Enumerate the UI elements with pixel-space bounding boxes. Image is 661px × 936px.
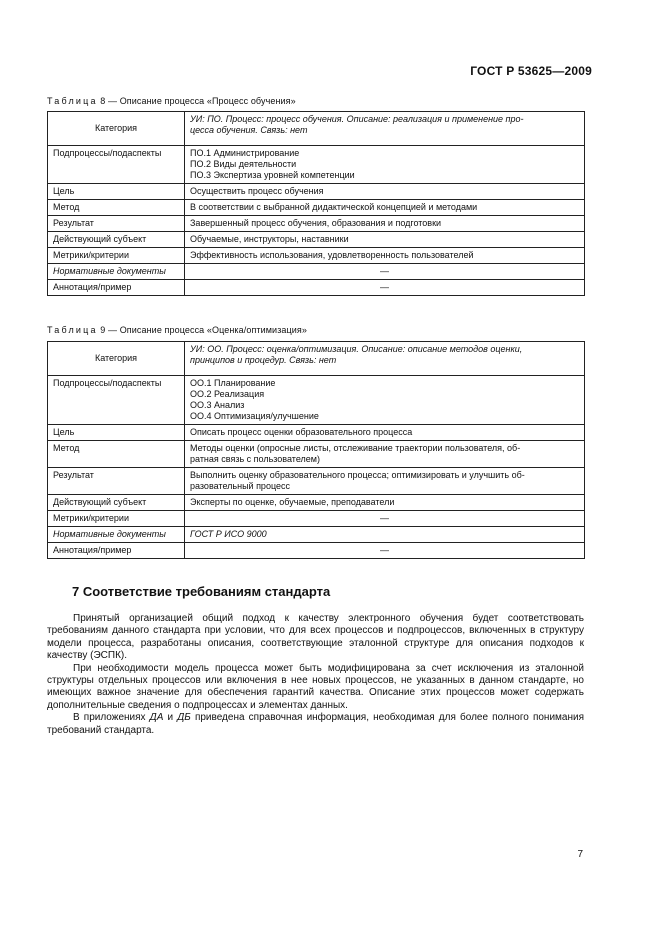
table-row [48, 264, 585, 280]
table-cell-label: Результат [48, 216, 185, 232]
section-title: 7 Соответствие требованиям стандарта [72, 584, 331, 599]
table-cell-label: Цель [48, 425, 185, 441]
paragraph-text: В приложениях [73, 712, 150, 724]
table-cell-value [185, 112, 585, 146]
cell-line: ПО.1 Администрирование [190, 148, 300, 158]
table-cell-label: Действующий субъект [48, 495, 185, 511]
table-cell-label: Нормативные документы [48, 527, 185, 543]
table-row [48, 112, 585, 146]
table-cell-value: — [185, 511, 585, 527]
document-code: ГОСТ Р 53625—2009 [470, 64, 592, 78]
cell-line: Выполнить оценку образовательного процесса; оптимизировать и улучшить об- [190, 470, 525, 480]
table-cell-label: Нормативные документы [48, 264, 185, 280]
table9-caption [47, 325, 307, 335]
paragraph: При необходимости модель процесса может быть модифицирована за счет исключения из эталонной структуры отдельных процессов или включения в нее новых процессов, не указанных в данном стандарте, но имеющих важное значение для обеспечения гарантий качества. Описание этих процессов может содержать дополнительные сведения о подпроцессах и элементах данных. [47, 662, 584, 711]
table-cell-value [185, 146, 585, 184]
cell-line: принципов и процедур. Связь: нет [190, 355, 337, 365]
table9-caption-word: Таблица [47, 325, 98, 335]
table-cell-value: — [185, 280, 585, 296]
table-cell-label: Цель [48, 184, 185, 200]
cell-line: Методы оценки (опросные листы, отслеживание траектории пользователя, об- [190, 443, 521, 453]
paragraph [47, 712, 584, 737]
cell-line: ОО.4 Оптимизация/улучшение [190, 411, 319, 421]
table-cell-value: Обучаемые, инструкторы, наставники [185, 232, 585, 248]
table-cell-label: Аннотация/пример [48, 543, 185, 559]
table-row [48, 425, 585, 441]
table-cell-value [185, 441, 585, 468]
appendix-ref: ДА [149, 712, 164, 724]
table-cell-label: Подпроцессы/подаспекты [48, 376, 185, 425]
table-cell-value [185, 342, 585, 376]
table-cell-label: Категория [48, 112, 185, 146]
table-cell-value: Эксперты по оценке, обучаемые, преподаватели [185, 495, 585, 511]
table-cell-value: Осуществить процесс обучения [185, 184, 585, 200]
table-row [48, 200, 585, 216]
table-row [48, 495, 585, 511]
table-cell-value [185, 376, 585, 425]
table-cell-label: Метод [48, 200, 185, 216]
cell-line: УИ: ОО. Процесс: оценка/оптимизация. Описание: описание методов оценки, [190, 344, 523, 354]
table-row [48, 543, 585, 559]
table-cell-label: Результат [48, 468, 185, 495]
table-row [48, 468, 585, 495]
table-row [48, 232, 585, 248]
paragraph: Принятый организацией общий подход к качеству электронного обучения будет соответствовать требованиям данного стандарта при условии, что для всех процессов и подпроцессов, включенных в структуру модели процесса, разработаны описания, соответствующие эталонной структуре для описания подходов к качеству (ЭСПК). [47, 613, 584, 662]
table8 [47, 111, 585, 296]
table-cell-value: — [185, 543, 585, 559]
table-cell-label: Подпроцессы/подаспекты [48, 146, 185, 184]
table-cell-value: Завершенный процесс обучения, образования и подготовки [185, 216, 585, 232]
table-row [48, 342, 585, 376]
table-row [48, 216, 585, 232]
table-cell-value: Описать процесс оценки образовательного процесса [185, 425, 585, 441]
table-cell-value: В соответствии с выбранной дидактической концепцией и методами [185, 200, 585, 216]
cell-line: ратная связь с пользователем) [190, 454, 320, 464]
section-body [47, 613, 584, 737]
table-cell-label: Метод [48, 441, 185, 468]
table8-caption-text: 8 — Описание процесса «Процесс обучения» [97, 96, 296, 106]
table-row [48, 441, 585, 468]
paragraph-text: и [163, 712, 178, 724]
page-number: 7 [577, 849, 583, 860]
table-row [48, 511, 585, 527]
table-cell-label: Метрики/критерии [48, 511, 185, 527]
cell-line: ПО.3 Экспертиза уровней компетенции [190, 170, 355, 180]
table-cell-label: Категория [48, 342, 185, 376]
table8-caption-word: Таблица [47, 96, 98, 106]
cell-line: ОО.3 Анализ [190, 400, 245, 410]
table-row [48, 248, 585, 264]
table-row [48, 376, 585, 425]
table-cell-value: — [185, 264, 585, 280]
cell-line: ОО.1 Планирование [190, 378, 276, 388]
table-cell-label: Действующий субъект [48, 232, 185, 248]
table-row [48, 184, 585, 200]
table-cell-value: Эффективность использования, удовлетворенность пользователей [185, 248, 585, 264]
table-row [48, 280, 585, 296]
cell-line: ПО.2 Виды деятельности [190, 159, 297, 169]
table-cell-label: Метрики/критерии [48, 248, 185, 264]
cell-line: ОО.2 Реализация [190, 389, 265, 399]
table-row [48, 146, 585, 184]
cell-line: УИ: ПО. Процесс: процесс обучения. Описание: реализация и применение про- [190, 114, 524, 124]
paragraph-text: приведена справочная информация, необходимая для более полного понимания требований стандарта. [47, 712, 584, 736]
table9 [47, 341, 585, 559]
table-cell-value [185, 468, 585, 495]
table-row [48, 527, 585, 543]
table8-caption [47, 96, 296, 106]
appendix-ref: ДБ [177, 712, 191, 724]
table9-caption-text: 9 — Описание процесса «Оценка/оптимизация» [97, 325, 307, 335]
cell-line: разовательный процесс [190, 481, 291, 491]
cell-line: цесса обучения. Связь: нет [190, 125, 308, 135]
table-cell-value: ГОСТ Р ИСО 9000 [185, 527, 585, 543]
table-cell-label: Аннотация/пример [48, 280, 185, 296]
